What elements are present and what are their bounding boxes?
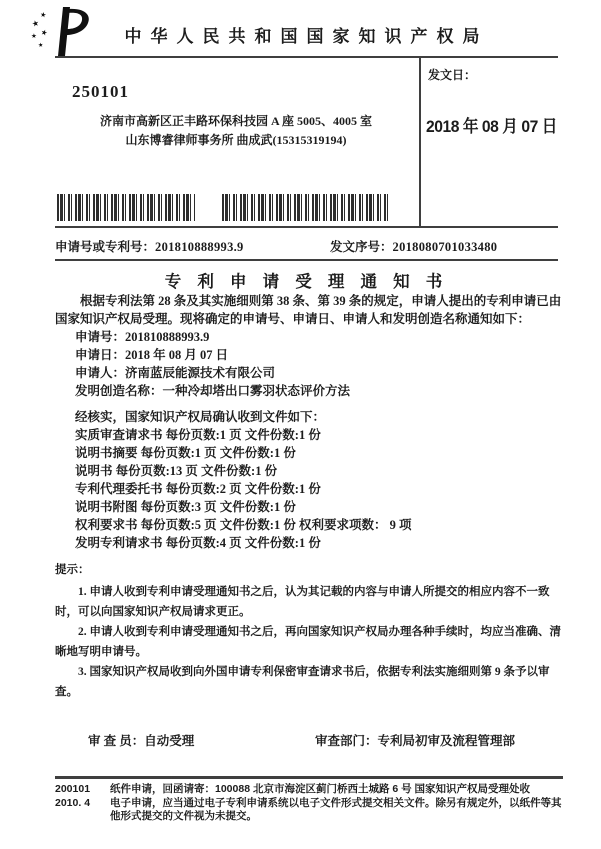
- serial-number-label: 发文序号：: [330, 240, 393, 254]
- svg-text:★: ★: [30, 18, 41, 29]
- field-label: 申请日：: [75, 348, 126, 362]
- note-item: 1. 申请人收到专利申请受理通知书之后，认为其记载的内容与申请人所提交的相应内容不一致时，可以向国家知识产权局请求更正。: [55, 586, 550, 618]
- examiner-value: 自动受理: [144, 734, 195, 748]
- field-applicant: [55, 364, 562, 382]
- document-item: 专利代理委托书 每份页数:2 页 文件份数:1 份: [75, 482, 321, 496]
- note-item: 3. 国家知识产权局收到向外国申请专利保密审查请求书后，依据专利法实施细则第 9 条予以审查。: [55, 666, 550, 698]
- document-item: 实质审查请求书 每份页数:1 页 文件份数:1 份: [75, 428, 321, 442]
- received-documents-intro: 经核实，国家知识产权局确认收到文件如下：: [75, 410, 326, 424]
- dispatch-date-label: 发文日：: [428, 68, 477, 82]
- department-value: 专利局初审及流程管理部: [377, 734, 516, 748]
- document-item: 说明书 每份页数:13 页 文件份数:1 份: [75, 464, 278, 478]
- postal-code: 250101: [72, 82, 129, 101]
- document-item: 权利要求书 每份页数:5 页 文件份数:1 份 权利要求项数： 9 项: [75, 518, 412, 532]
- field-filing-date: [55, 346, 562, 364]
- department-field: [315, 731, 515, 749]
- field-label: 发明创造名称：: [75, 384, 163, 398]
- document-item: 说明书摘要 每份页数:1 页 文件份数:1 份: [75, 446, 296, 460]
- field-value: 一种冷却塔出口雾羽状态评价方法: [162, 384, 351, 398]
- serial-number-value: 2018080701033480: [392, 240, 498, 254]
- note-item: 2. 申请人收到专利申请受理通知书之后，再向国家知识产权局办理各种手续时，均应当准确、清晰地写明申请号。: [55, 626, 561, 658]
- footer-row-electronic: [55, 797, 565, 824]
- footer-code: 2010. 4: [55, 796, 91, 809]
- field-application-number: [55, 328, 562, 346]
- agency-title: 中华人民共和国国家知识产权局: [124, 27, 489, 46]
- document-item: 发明专利请求书 每份页数:4 页 文件份数:1 份: [75, 536, 321, 550]
- recipient-address: [58, 112, 414, 150]
- footer-divider-line: [55, 776, 563, 779]
- reference-divider-line: [55, 259, 558, 261]
- footer-text: 电子申请，应当通过电子专利申请系统以电子文件形式提交相关文件。除另有规定外，以纸件等其他形式提交的文件视为未提交。: [110, 796, 562, 822]
- field-label: 申请人：: [75, 366, 126, 380]
- field-value: 2018 年 08 月 07 日: [125, 348, 229, 362]
- barcode-divider-line: [55, 226, 558, 228]
- examiner-label: 审 查 员：: [88, 734, 145, 748]
- field-value: 201810888993.9: [125, 330, 210, 344]
- field-value: 济南蓝辰能源技术有限公司: [125, 366, 276, 380]
- barcode-serial-number: [222, 194, 388, 221]
- svg-text:★: ★: [39, 10, 47, 20]
- notes-heading: 提示：: [55, 564, 90, 576]
- footer-text: 纸件申请，回函请寄：100088 北京市海淀区蓟门桥西土城路 6 号 国家知识产权局受理处收: [110, 783, 531, 795]
- examiner-field: [88, 731, 194, 749]
- footer-row-paper: [55, 783, 565, 797]
- footer-code: 200101: [55, 783, 91, 795]
- department-label: 审查部门：: [315, 734, 378, 748]
- serial-number-field: [330, 237, 497, 255]
- svg-text:★: ★: [39, 27, 49, 38]
- svg-text:★: ★: [31, 33, 37, 40]
- notice-title: 专 利 申 请 受 理 通 知 书: [164, 272, 449, 291]
- barcode-application-number: [57, 194, 195, 221]
- address-line-1: 济南市高新区正丰路环保科技园 A 座 5005、4005 室: [99, 114, 372, 128]
- application-number-label: 申请号或专利号：: [55, 240, 156, 254]
- dispatch-date-value: 2018 年 08 月 07 日: [426, 117, 557, 136]
- application-number-field: [55, 237, 244, 255]
- footer-instructions: [55, 783, 565, 824]
- header-divider-line: [55, 56, 558, 58]
- svg-text:★: ★: [37, 42, 44, 50]
- address-line-2: 山东博睿律师事务所 曲成武(15315319194): [125, 133, 347, 147]
- address-date-separator-line: [419, 57, 421, 227]
- field-label: 申请号：: [75, 330, 126, 344]
- notes-section: [55, 560, 562, 702]
- notice-intro-paragraph: 根据专利法第 28 条及其实施细则第 38 条、第 39 条的规定，申请人提出的专利申请已由国家知识产权局受理。现将确定的申请号、申请日、申请人和发明创造名称通知如下：: [55, 294, 562, 326]
- application-number-value: 201810888993.9: [155, 240, 244, 254]
- document-item: 说明书附图 每份页数:3 页 文件份数:1 份: [75, 500, 296, 514]
- field-invention-title: [55, 382, 562, 400]
- notice-body: [55, 292, 562, 552]
